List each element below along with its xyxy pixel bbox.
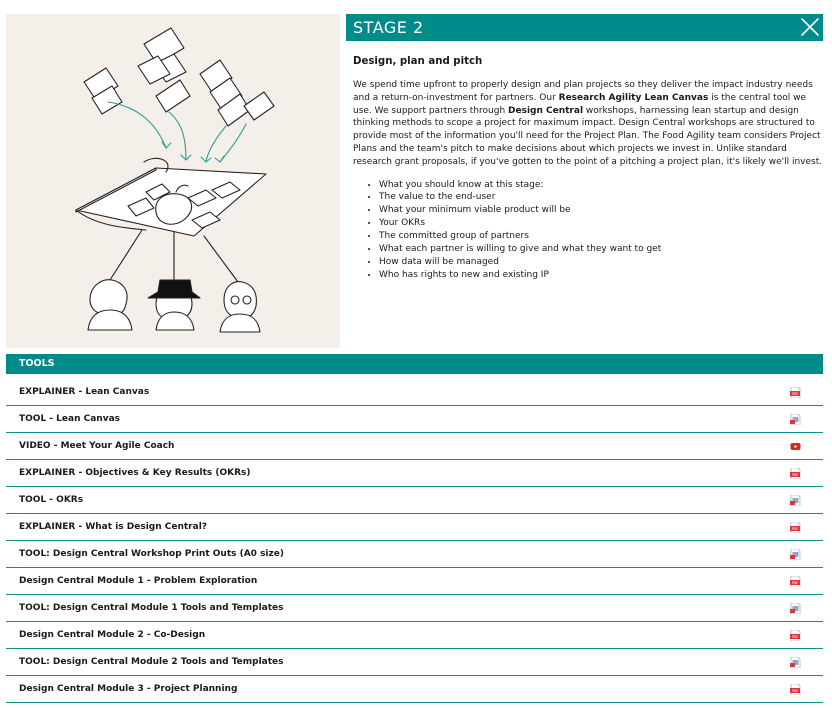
document-icon — [790, 657, 801, 668]
stage-checklist — [353, 179, 823, 282]
tool-label: TOOL - OKRs — [19, 495, 84, 505]
tool-label: Design Central Module 3 - Project Planning — [19, 684, 238, 694]
checklist-item: • What you should know at this stage: — [379, 179, 823, 192]
stage-content — [353, 56, 823, 282]
checklist-item: • How data will be managed — [379, 256, 823, 269]
youtube-icon — [790, 441, 801, 452]
svg-text:PDF: PDF — [791, 527, 799, 531]
tool-link-module-3[interactable] — [6, 676, 823, 703]
tool-label: TOOL: Design Central Module 2 Tools and Templates — [19, 657, 284, 667]
stage-header — [346, 14, 823, 41]
pdf-icon — [790, 522, 801, 533]
tool-label: VIDEO - Meet Your Agile Coach — [19, 441, 175, 451]
tool-link-workshop-print-outs[interactable] — [6, 541, 823, 568]
svg-text:PDF: PDF — [791, 473, 799, 477]
checklist-item: • The value to the end-user — [379, 191, 823, 204]
tools-header — [6, 354, 823, 374]
document-icon — [790, 549, 801, 560]
design-plan-illustration — [6, 14, 340, 348]
content-paragraph: We spend time upfront to properly design and plan projects so they deliver the impact industry needs and a return-on-investment for partners. Our Research Agility Lean Canvas is the central tool we use. We support partners through Design Central workshops, harnessing lean startup and design thinking methods to scope a project for maximum impact. Design Central workshops are structured to provide most of the information you'll need for the Project Plan. The Food Agility team considers Project Plans and the team's pitch to make decisions about which projects we invest in. Unlike standard research grant proposals, if you've gotten to the point of a pitching a project plan, it's likely we'll invest. — [353, 80, 823, 167]
content-heading: Design, plan and pitch — [353, 56, 483, 67]
tool-label: EXPLAINER - Objectives & Key Results (OKRs) — [19, 468, 251, 478]
tool-link-explainer-okrs[interactable] — [6, 460, 823, 487]
tool-label: EXPLAINER - What is Design Central? — [19, 522, 207, 532]
tool-link-video-agile-coach[interactable] — [6, 433, 823, 460]
tool-label: TOOL - Lean Canvas — [19, 414, 121, 424]
document-icon — [790, 495, 801, 506]
tool-label: TOOL: Design Central Workshop Print Outs (A0 size) — [19, 549, 284, 559]
tool-label: Design Central Module 2 - Co-Design — [19, 630, 206, 640]
checklist-item: • What your minimum viable product will be — [379, 204, 823, 217]
pdf-icon — [790, 576, 801, 587]
tool-label: TOOL: Design Central Module 1 Tools and Templates — [19, 603, 284, 613]
tools-list — [6, 379, 823, 703]
pdf-icon — [790, 630, 801, 641]
tool-link-explainer-design-central[interactable] — [6, 514, 823, 541]
tool-link-module-2[interactable] — [6, 622, 823, 649]
research-agility-lean-canvas-text: Research Agility Lean Canvas — [558, 92, 709, 103]
tool-link-module-1[interactable] — [6, 568, 823, 595]
tool-label: Design Central Module 1 - Problem Exploration — [19, 576, 258, 586]
checklist-item: • Your OKRs — [379, 217, 823, 230]
pdf-icon — [790, 468, 801, 479]
tools-title: TOOLS — [19, 358, 55, 369]
tool-link-module-1-templates[interactable] — [6, 595, 823, 622]
svg-text:PDF: PDF — [791, 635, 799, 639]
document-icon — [790, 603, 801, 614]
design-central-text: Design Central — [508, 105, 584, 116]
tool-link-tool-okrs[interactable] — [6, 487, 823, 514]
svg-text:PDF: PDF — [791, 689, 799, 693]
document-icon — [790, 414, 801, 425]
pdf-icon — [790, 684, 801, 695]
checklist-item: • Who has rights to new and existing IP — [379, 269, 823, 282]
tool-link-explainer-lean-canvas[interactable] — [6, 379, 823, 406]
svg-text:PDF: PDF — [791, 581, 799, 585]
tool-link-tool-lean-canvas[interactable] — [6, 406, 823, 433]
pdf-icon — [790, 387, 801, 398]
checklist-item: • The committed group of partners — [379, 230, 823, 243]
svg-text:PDF: PDF — [791, 392, 799, 396]
stage-title: STAGE 2 — [353, 18, 424, 37]
close-icon[interactable] — [799, 16, 821, 38]
checklist-item: • What each partner is willing to give and what they want to get — [379, 243, 823, 256]
tool-link-module-2-templates[interactable] — [6, 649, 823, 676]
tool-label: EXPLAINER - Lean Canvas — [19, 387, 150, 397]
